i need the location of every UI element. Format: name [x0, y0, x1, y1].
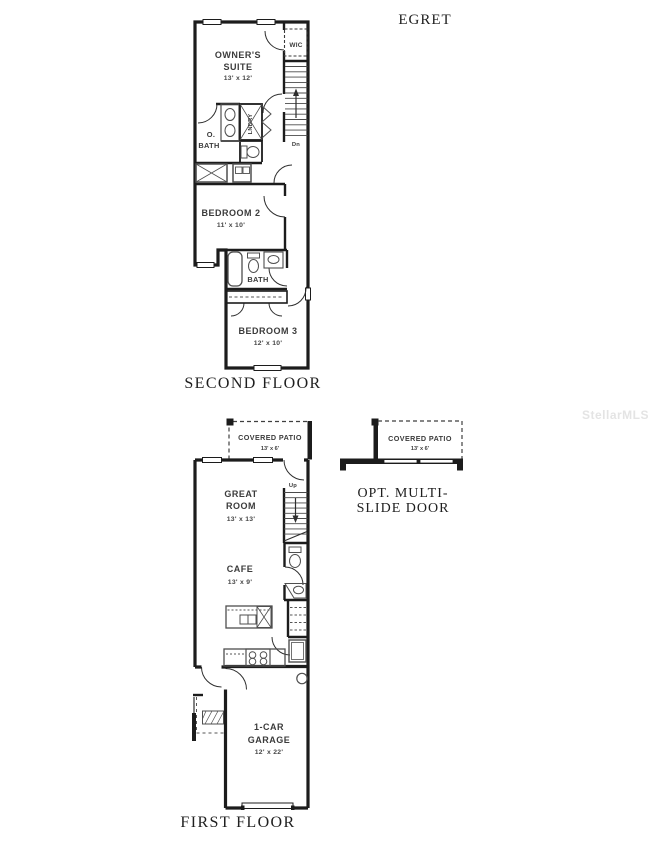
garage-label-2: GARAGE [247, 735, 291, 745]
great-room-label-2: ROOM [226, 501, 256, 511]
option-patio-label: COVERED PATIO [388, 434, 452, 443]
watermark: StellarMLS [581, 408, 649, 422]
second-floor-stairs [285, 67, 308, 149]
second-floor-outer-walls [195, 22, 308, 368]
bath-label: BATH [247, 275, 269, 284]
first-floor-outer-walls [195, 460, 308, 808]
tub-icon [228, 252, 242, 286]
garage-label-1: 1-CAR [253, 722, 285, 732]
toilet-icon [247, 147, 259, 158]
pantry-fridge [289, 608, 306, 663]
plan-title: EGRET [398, 12, 452, 28]
toilet-icon [249, 260, 259, 273]
sink-icon [225, 109, 235, 121]
option-caption-2: SLIDE DOOR [356, 501, 450, 516]
cafe-label: CAFE [226, 564, 254, 574]
first-floor-stairs [284, 483, 308, 541]
vanity-icon [221, 104, 239, 141]
sink-counter-icon [285, 584, 306, 599]
laundry-label: LNDRY [248, 113, 254, 135]
owners-suite-label-2: SUITE [223, 62, 253, 72]
patio-post [227, 419, 234, 426]
bedroom2-dims: 11' x 10' [216, 222, 246, 229]
entry-porch [192, 695, 224, 741]
toilet-icon [290, 555, 301, 568]
owners-bath-label-1: O. [206, 130, 216, 139]
powder-room-fixtures [285, 547, 306, 598]
great-room-label-1: GREAT [224, 489, 258, 499]
sink-icon [225, 125, 235, 137]
owners-suite-dims: 13' x 12' [223, 75, 253, 82]
bedroom3-dims: 12' x 10' [253, 340, 283, 347]
cafe-dims: 13' x 9' [227, 579, 253, 586]
owners-bath-label-2: BATH [198, 141, 220, 150]
patio-label: COVERED PATIO [238, 433, 302, 442]
option-patio-dims: 13' x 6' [410, 446, 430, 452]
patio-dims: 13' x 6' [260, 446, 280, 452]
sink-counter-icon [264, 252, 283, 268]
toilet-tank-icon [241, 146, 247, 158]
stairs-dn-label: Dn [291, 142, 301, 148]
slide-panel [420, 460, 453, 463]
great-room-dims: 13' x 13' [226, 516, 256, 523]
stairs-arrow-head [293, 89, 299, 97]
sink-icon [294, 586, 304, 594]
sink-icon [268, 256, 279, 264]
option-detail [340, 419, 463, 517]
stairs-arrow-head [293, 516, 299, 524]
kitchen-fixtures [224, 606, 285, 666]
wic-label: WIC [289, 42, 303, 49]
covered-patio [227, 419, 313, 460]
bedroom2-label: BEDROOM 2 [201, 208, 261, 218]
second-floor-caption: SECOND FLOOR [184, 375, 322, 392]
first-floor-plan [180, 419, 312, 832]
stairs-up-label: Up [288, 483, 298, 489]
first-floor-caption: FIRST FLOOR [180, 814, 296, 831]
toilet-tank-icon [289, 547, 301, 553]
owners-suite-label-1: OWNER'S [214, 50, 262, 60]
garage-dims: 12' x 22' [254, 749, 284, 756]
option-caption-1: OPT. MULTI- [357, 486, 449, 501]
patio-post [372, 419, 379, 426]
toilet-tank-icon [248, 253, 260, 258]
pantry-shelves [290, 608, 306, 631]
second-floor-door-arcs [198, 31, 306, 316]
slide-panel [384, 460, 417, 463]
island-icon [226, 606, 272, 628]
water-heater-icon [297, 673, 307, 683]
bedroom3-label: BEDROOM 3 [238, 326, 298, 336]
garage-door [242, 803, 293, 809]
